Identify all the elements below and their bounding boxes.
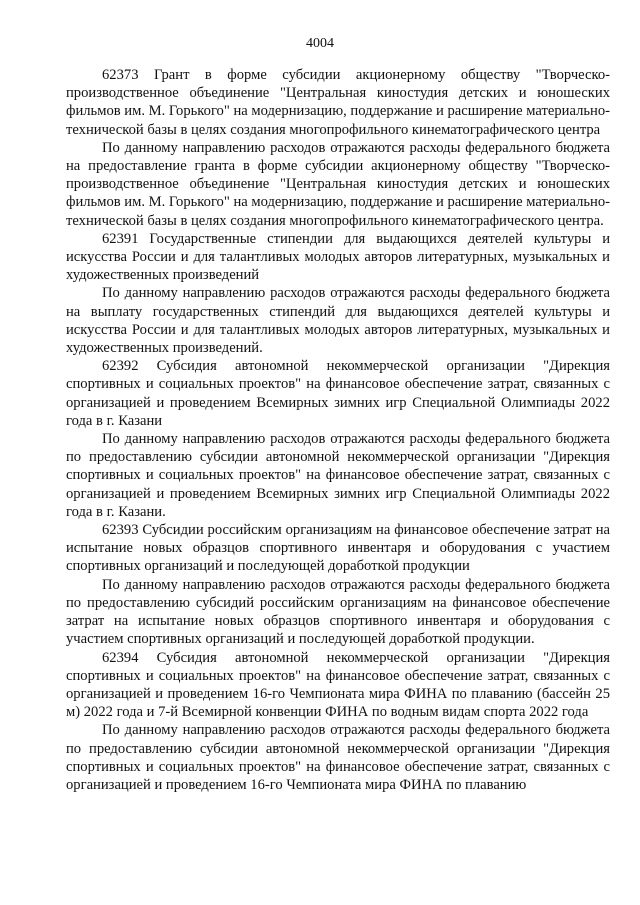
paragraph-62392-heading: 62392 Субсидия автономной некоммерческой организации "Дирекция спортивных и социальных проектов" на финансовое обеспечение затрат, связанных с организацией и проведением Всемирных зимних игр Специальной Олимпиады 2022 года в г. Казани	[66, 358, 610, 429]
paragraph-62393-heading: 62393 Субсидии российским организациям на финансовое обеспечение затрат на испытание новых образцов спортивного инвентаря и оборудования с участием спортивных организаций и последующей доработкой продукции	[66, 522, 610, 575]
paragraph-62392-description: По данному направлению расходов отражаются расходы федерального бюджета по предоставлению субсидии автономной некоммерческой организации "Дирекция спортивных и социальных проектов" на финансовое обеспечение затрат, связанных с организацией и проведением Всемирных зимних игр Специальной Олимпиады 2022 года в г. Казани.	[66, 431, 610, 520]
page-number: 4004	[306, 36, 334, 51]
paragraph-62393-description: По данному направлению расходов отражаются расходы федерального бюджета по предоставлению субсидий российским организациям на финансовое обеспечение затрат на испытание новых образцов спортивного инвентаря и оборудования с участием спортивных организаций и последующей доработкой продукции.	[66, 576, 610, 648]
paragraph-62391-description: По данному направлению расходов отражаются расходы федерального бюджета на выплату государственных стипендий для выдающихся деятелей культуры и искусства России и для талантливых молодых авторов литературных, музыкальных и художественных произведений.	[66, 285, 610, 357]
paragraph-62391-heading: 62391 Государственные стипендии для выдающихся деятелей культуры и искусства России и для талантливых молодых авторов литературных, музыкальных и художественных произведений	[66, 230, 610, 284]
paragraph-62373-description: По данному направлению расходов отражаются расходы федерального бюджета на предоставление гранта в форме субсидии акционерному обществу "Творческо-производственное объединение "Центральная киностудия детских и юношеских фильмов им. М. Горького" на модернизацию, поддержание и расширение материально-технической базы в целях создания многопрофильного кинематографического центра.	[66, 139, 610, 229]
paragraph-62373-heading: 62373 Грант в форме субсидии акционерному обществу "Творческо-производственное объединение "Центральная киностудия детских и юношеских фильмов им. М. Горького" на модернизацию, поддержание и расширение материально-технической базы в целях создания многопрофильного кинематографического центра	[66, 67, 610, 138]
document-body	[66, 66, 610, 794]
paragraph-62394-heading: 62394 Субсидия автономной некоммерческой организации "Дирекция спортивных и социальных проектов" на финансовое обеспечение затрат, связанных с организацией и проведением 16-го Чемпионата мира ФИНА по плаванию (бассейн 25 м) 2022 года и 7-й Всемирной конвенции ФИНА по водным видам спорта 2022 года	[66, 649, 610, 721]
paragraph-62394-description: По данному направлению расходов отражаются расходы федерального бюджета по предоставлению субсидии автономной некоммерческой организации "Дирекция спортивных и социальных проектов" на финансовое обеспечение затрат, связанных с организацией и проведением 16-го Чемпионата мира ФИНА по плаванию	[66, 722, 610, 793]
